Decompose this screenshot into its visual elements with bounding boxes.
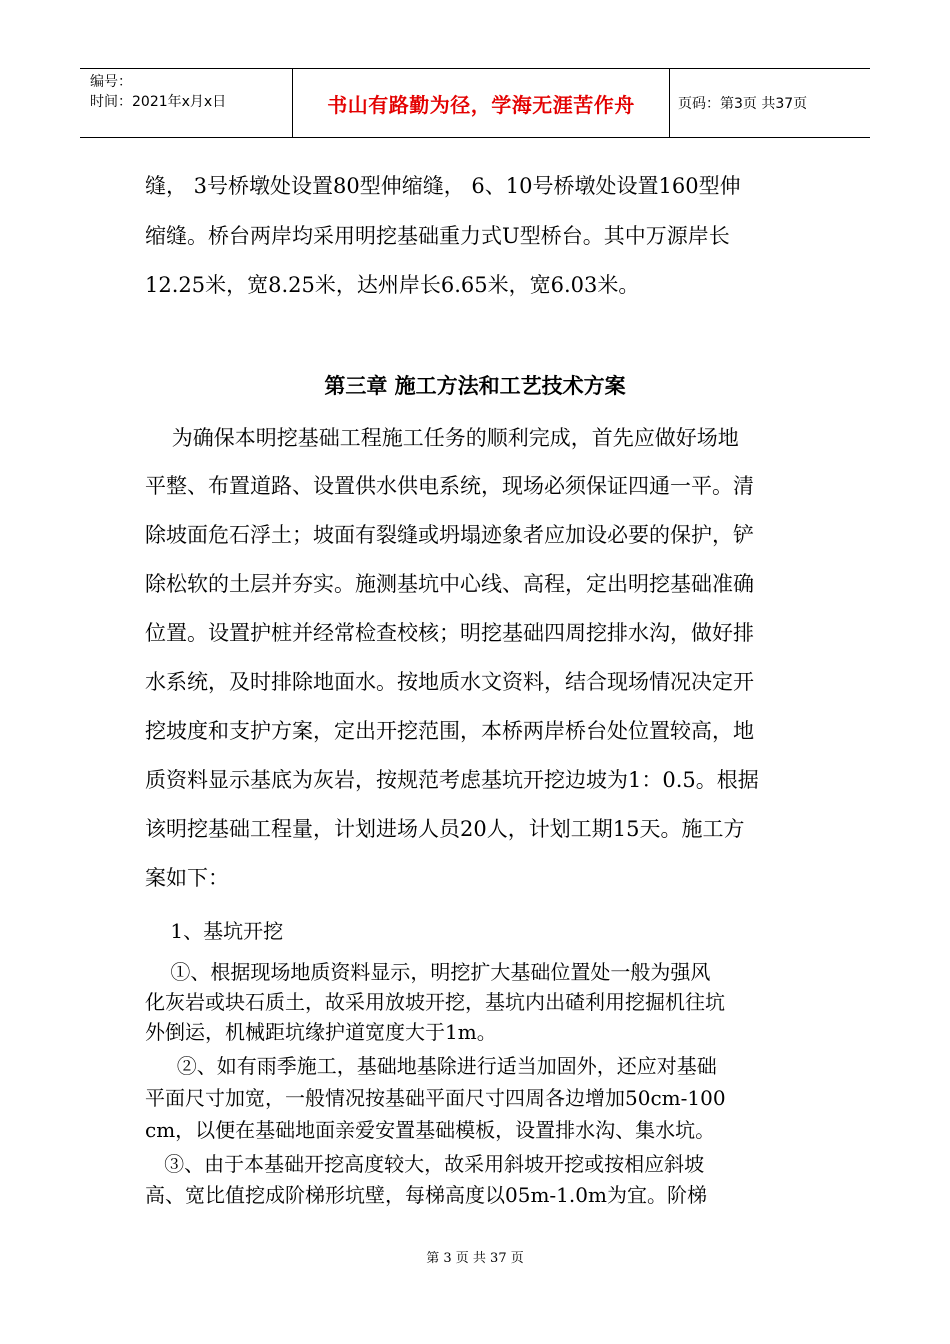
chapter-title: 第三章 施工方法和工艺技术方案 [324,374,626,398]
section-title: 1、基坑开挖 [145,919,284,943]
text-line: 质资料显示基底为灰岩，按规范考虑基坑开挖边坡为1：0.5。根据 [145,768,759,792]
motto: 书山有路勤为径，学海无涯苦作舟 [292,69,670,137]
date-label: 时间：2021年x月x日 [90,94,227,110]
text-line: 该明挖基础工程量，计划进场人员20人，计划工期15天。施工方 [145,817,745,841]
page-footer: 第 3 页 共 37 页 [426,1251,524,1266]
text-line: 为确保本明挖基础工程施工任务的顺利完成，首先应做好场地 [145,426,739,450]
text-line: 案如下： [145,866,229,890]
header-meta [80,69,292,137]
text-line: 挖坡度和支护方案，定出开挖范围，本桥两岸桥台处位置较高，地 [145,719,754,743]
text-line: 除松软的土层并夯实。施测基坑中心线、高程，定出明挖基础准确 [145,572,754,596]
page-info: 页码：第3页 共37页 [678,96,808,112]
text-line: 除坡面危石浮土；坡面有裂缝或坍塌迹象者应加设必要的保护，铲 [145,523,754,547]
number-label: 编号： [90,74,132,90]
text-line: 平面尺寸加宽，一般情况按基础平面尺寸四周各边增加50cm-100 [145,1086,726,1110]
text-line: 缝， 3号桥墩处设置80型伸缩缝， 6、10号桥墩处设置160型伸 [145,174,741,198]
text-line: ①、根据现场地质资料显示，明挖扩大基础位置处一般为强风 [145,960,711,984]
text-line: 缩缝。桥台两岸均采用明挖基础重力式U型桥台。其中万源岸长 [145,224,730,248]
text-line: 外倒运，机械距坑缘护道宽度大于1m。 [145,1020,497,1044]
text-line: cm，以便在基础地面亲爱安置基础模板，设置排水沟、集水坑。 [145,1118,716,1142]
text-line: 高、宽比值挖成阶梯形坑壁，每梯高度以05m-1.0m为宜。阶梯 [145,1183,707,1207]
text-line: 化灰岩或块石质土，故采用放坡开挖，基坑内出碴利用挖掘机往坑 [145,990,725,1014]
text-line: 水系统，及时排除地面水。按地质水文资料，结合现场情况决定开 [145,670,754,694]
page-header [80,68,870,138]
text-line: 12.25米，宽8.25米，达州岸长6.65米，宽6.03米。 [145,273,640,297]
text-line: ③、由于本基础开挖高度较大，故采用斜坡开挖或按相应斜坡 [145,1152,705,1176]
text-line: 平整、布置道路、设置供水供电系统，现场必须保证四通一平。清 [145,474,754,498]
text-line: ②、如有雨季施工，基础地基除进行适当加固外，还应对基础 [145,1054,717,1078]
text-line: 位置。设置护桩并经常检查校核；明挖基础四周挖排水沟，做好排 [145,621,754,645]
